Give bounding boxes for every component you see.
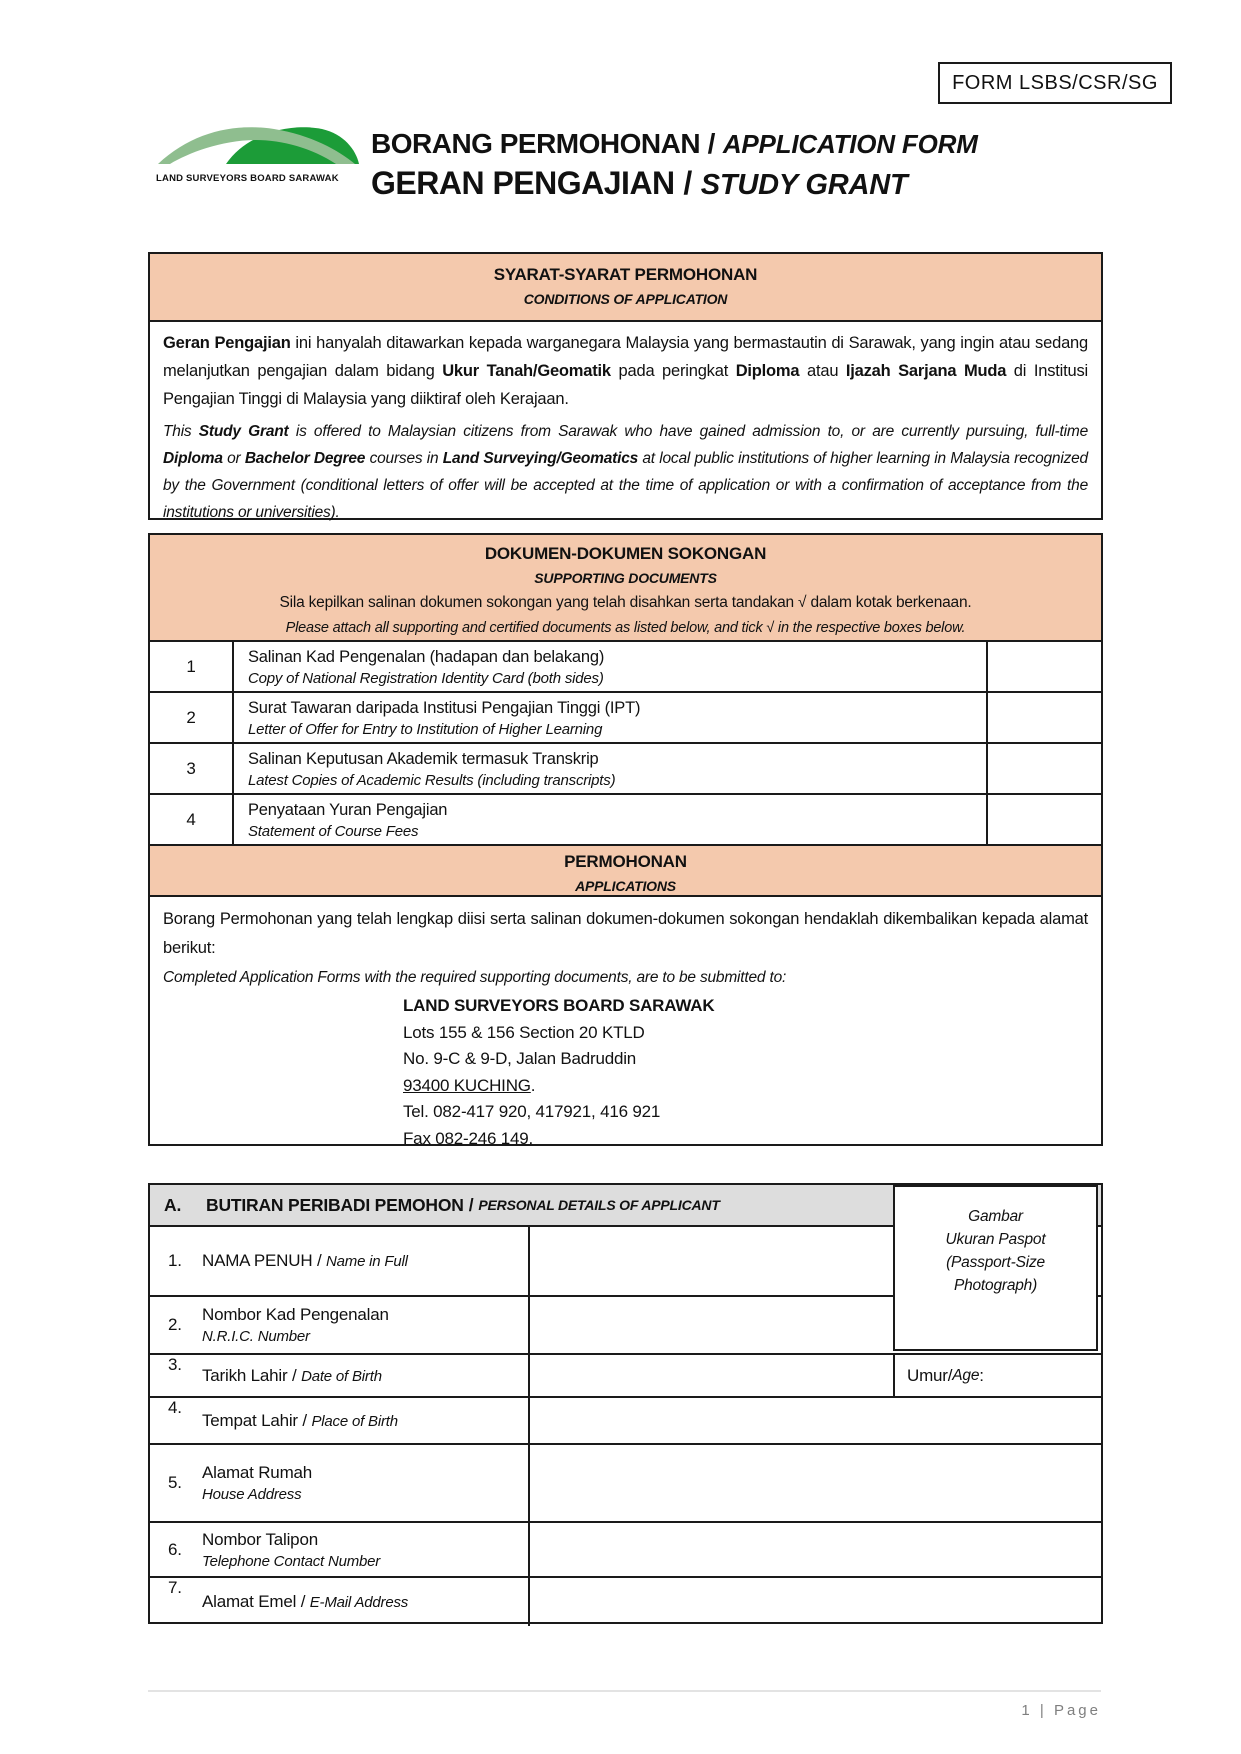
title1-malay: BORANG PERMOHONAN — [371, 128, 701, 159]
label-english: Telephone Contact Number — [202, 1552, 381, 1570]
text-run: Bachelor Degree — [244, 450, 366, 467]
field-label-text — [202, 1251, 408, 1271]
text-run: is offered to Malaysian citizens from Sarawak who have gained admission to, or are currently pursuing, full-time — [288, 423, 1088, 440]
text-run: This — [163, 423, 199, 440]
field-label — [150, 1578, 530, 1626]
document-label-english: Statement of Course Fees — [248, 823, 419, 840]
field-label-text — [202, 1463, 312, 1503]
document-row-2 — [150, 691, 1101, 742]
text-run: di Institusi Pengajian Tinggi di Malaysia yang diiktiraf oleh Kerajaan. — [163, 362, 1088, 408]
personal-row-pob — [150, 1396, 1101, 1443]
document-number: 2 — [150, 693, 234, 742]
photo-box-line2: Ukuran Paspot — [945, 1231, 1046, 1248]
conditions-paragraph-english — [163, 418, 1088, 526]
personal-row-dob — [150, 1353, 1101, 1396]
tick-box-cell-4[interactable] — [986, 795, 1101, 844]
brand-block — [156, 120, 368, 184]
field-label — [150, 1297, 530, 1353]
text-run: pada peringkat — [610, 362, 736, 380]
field-label — [150, 1227, 530, 1295]
text-run: at local public institutions of higher learning in Malaysia recognized by the Government (conditional letters of offer will be accepted at the time of application or with a confirmation of acceptance from the institutions or universities). — [163, 450, 1088, 521]
label-english: Date of Birth — [301, 1367, 382, 1385]
age-label-separator: / — [947, 1365, 953, 1385]
house-address-input-cell[interactable] — [530, 1445, 1101, 1521]
document-label-english: Letter of Offer for Entry to Institution of Higher Learning — [248, 721, 603, 738]
documents-header — [150, 535, 1101, 640]
address-city-line — [403, 1073, 1088, 1100]
text-run: Geran Pengajian — [163, 334, 291, 352]
field-number: 5. — [168, 1473, 182, 1492]
application-instruction-english: Completed Application Forms with the required supporting documents, are to be submitted to: — [163, 969, 787, 986]
document-label-malay: Surat Tawaran daripada Institusi Pengajian Tinggi (IPT) — [248, 699, 641, 717]
document-number: 4 — [150, 795, 234, 844]
section-a-separator: / — [468, 1194, 474, 1215]
field-label-text — [202, 1305, 389, 1345]
form-title-block — [371, 126, 978, 205]
text-run: courses in — [365, 450, 443, 467]
label-malay: Nombor Kad Pengenalan — [202, 1305, 389, 1324]
conditions-header — [150, 254, 1101, 322]
form-title-line2 — [371, 163, 978, 205]
text-run: Ijazah Sarjana Muda — [845, 362, 1007, 380]
address-telephone: Tel. 082-417 920, 417921, 416 921 — [403, 1102, 661, 1121]
address-line-2: No. 9-C & 9-D, Jalan Badruddin — [403, 1049, 637, 1068]
submission-address — [403, 993, 1088, 1152]
field-label — [150, 1398, 530, 1443]
application-title-malay: PERMOHONAN — [564, 852, 687, 871]
personal-row-address — [150, 1443, 1101, 1521]
document-description — [234, 693, 986, 742]
age-label-malay: Umur — [907, 1365, 948, 1385]
address-city-period: . — [530, 1075, 536, 1095]
label-english: E-Mail Address — [309, 1594, 409, 1611]
application-instruction-malay: Borang Permohonan yang telah lengkap diisi serta salinan dokumen-dokumen sokongan hendaklah dikembalikan kepada alamat berikut: — [163, 910, 1088, 957]
label-malay: Alamat Rumah — [202, 1463, 313, 1482]
document-row-3 — [150, 742, 1101, 793]
label-malay: Tempat Lahir — [202, 1410, 298, 1430]
label-english: House Address — [202, 1486, 302, 1503]
personal-row-email — [150, 1576, 1101, 1626]
title1-separator: / — [700, 128, 723, 159]
photo-box-line3: (Passport-Size — [946, 1254, 1045, 1271]
application-header — [150, 844, 1101, 897]
text-run: Study Grant — [198, 423, 289, 440]
field-label-text — [202, 1411, 398, 1431]
document-row-4 — [150, 793, 1101, 844]
address-city: 93400 KUCHING — [403, 1075, 531, 1095]
field-number: 1. — [168, 1251, 182, 1270]
address-org-name: LAND SURVEYORS BOARD SARAWAK — [403, 996, 715, 1015]
title2-separator: / — [674, 165, 701, 201]
text-run: Diploma — [735, 362, 800, 380]
document-label-malay: Salinan Kad Pengenalan (hadapan dan belakang) — [248, 648, 605, 666]
label-english: Name in Full — [326, 1253, 408, 1270]
text-run: or — [222, 450, 245, 467]
conditions-title-english: CONDITIONS OF APPLICATION — [523, 291, 728, 307]
email-input-cell[interactable] — [530, 1578, 1101, 1626]
text-run: Land Surveying/Geomatics — [442, 450, 639, 467]
age-label-colon: : — [979, 1365, 984, 1385]
text-run: Ukur Tanah/Geomatik — [442, 362, 611, 380]
photo-box-line1: Gambar — [968, 1208, 1023, 1225]
document-label-malay: Penyataan Yuran Pengajian — [248, 801, 448, 819]
section-a-title-malay: BUTIRAN PERIBADI PEMOHON — [206, 1194, 464, 1215]
field-label — [150, 1523, 530, 1576]
label-malay: Alamat Emel — [202, 1592, 297, 1611]
document-description — [234, 642, 986, 691]
label-malay: Tarikh Lahir — [202, 1365, 288, 1385]
text-run: Diploma — [163, 450, 223, 467]
pob-input-cell[interactable] — [530, 1398, 1101, 1443]
personal-row-phone — [150, 1521, 1101, 1576]
field-label-text — [202, 1592, 408, 1612]
conditions-section — [148, 252, 1103, 520]
field-label — [150, 1445, 530, 1521]
age-cell[interactable] — [893, 1355, 1101, 1396]
form-title-line1 — [371, 126, 978, 162]
address-line-1: Lots 155 & 156 Section 20 KTLD — [403, 1022, 645, 1042]
age-label-english: Age — [952, 1366, 980, 1384]
tick-box-cell-3[interactable] — [986, 744, 1101, 793]
field-number: 2. — [168, 1315, 182, 1334]
document-number: 1 — [150, 642, 234, 691]
lsbs-logo-icon — [156, 120, 361, 172]
application-body — [150, 897, 1101, 1148]
label-separator: / — [312, 1251, 326, 1270]
text-run: ini hanyalah ditawarkan kepada warganegara Malaysia yang bermastautin di Sarawak, yang ingin atau sedang melanjutkan pengajian dalam bidang — [163, 334, 1088, 380]
title1-english: APPLICATION FORM — [722, 129, 978, 159]
document-description — [234, 744, 986, 793]
document-number: 3 — [150, 744, 234, 793]
passport-photo-box[interactable] — [893, 1185, 1098, 1351]
tick-box-cell-2[interactable] — [986, 693, 1101, 742]
label-english: Place of Birth — [311, 1412, 398, 1430]
field-label-text — [202, 1366, 382, 1386]
document-label-malay: Salinan Keputusan Akademik termasuk Transkrip — [248, 750, 599, 768]
title2-english: STUDY GRANT — [700, 169, 908, 201]
documents-and-application-section — [148, 533, 1103, 1146]
document-label-english: Latest Copies of Academic Results (including transcripts) — [248, 772, 616, 789]
documents-title-malay: DOKUMEN-DOKUMEN SOKONGAN — [484, 544, 767, 563]
section-a-title-english: PERSONAL DETAILS OF APPLICANT — [478, 1197, 720, 1213]
label-malay: NAMA PENUH — [202, 1251, 313, 1270]
page-number: 1 | Page — [1021, 1702, 1101, 1719]
field-number: 3. — [168, 1355, 182, 1374]
field-number: 6. — [168, 1539, 182, 1559]
address-fax: Fax 082-246 149. — [403, 1128, 534, 1148]
title2-malay: GERAN PENGAJIAN — [371, 165, 675, 201]
conditions-paragraph-malay — [163, 329, 1088, 413]
photo-box-line4: Photograph) — [953, 1277, 1038, 1294]
document-description — [234, 795, 986, 844]
application-title-english: APPLICATIONS — [575, 878, 676, 894]
phone-input-cell[interactable] — [530, 1523, 1101, 1576]
field-label-text — [202, 1530, 380, 1570]
label-separator: / — [287, 1365, 302, 1385]
page-footer — [148, 1690, 1101, 1719]
label-malay: Nombor Talipon — [202, 1529, 318, 1549]
tick-box-cell-1[interactable] — [986, 642, 1101, 691]
documents-note-english: Please attach all supporting and certified documents as listed below, and tick √ in the respective boxes below. — [285, 620, 966, 636]
document-label-english: Copy of National Registration Identity Card (both sides) — [248, 670, 604, 687]
label-separator: / — [297, 1410, 312, 1430]
field-number: 7. — [168, 1578, 182, 1597]
label-separator: / — [296, 1592, 310, 1611]
documents-title-english: SUPPORTING DOCUMENTS — [534, 570, 717, 586]
field-label — [150, 1355, 530, 1396]
document-row-1 — [150, 640, 1101, 691]
logo-caption: LAND SURVEYORS BOARD SARAWAK — [156, 173, 339, 184]
documents-note-malay: Sila kepilkan salinan dokumen sokongan yang telah disahkan serta tandakan √ dalam kotak berkenaan. — [279, 594, 972, 611]
label-english: N.R.I.C. Number — [202, 1328, 310, 1345]
text-run: atau — [799, 362, 846, 380]
conditions-body — [150, 322, 1101, 526]
form-code-text: FORM LSBS/CSR/SG — [952, 71, 1158, 94]
field-number: 4. — [168, 1398, 182, 1417]
section-letter: A. — [164, 1194, 182, 1215]
conditions-title-malay: SYARAT-SYARAT PERMOHONAN — [493, 265, 758, 284]
dob-input-cell[interactable] — [530, 1355, 893, 1396]
form-code-box — [938, 62, 1172, 104]
